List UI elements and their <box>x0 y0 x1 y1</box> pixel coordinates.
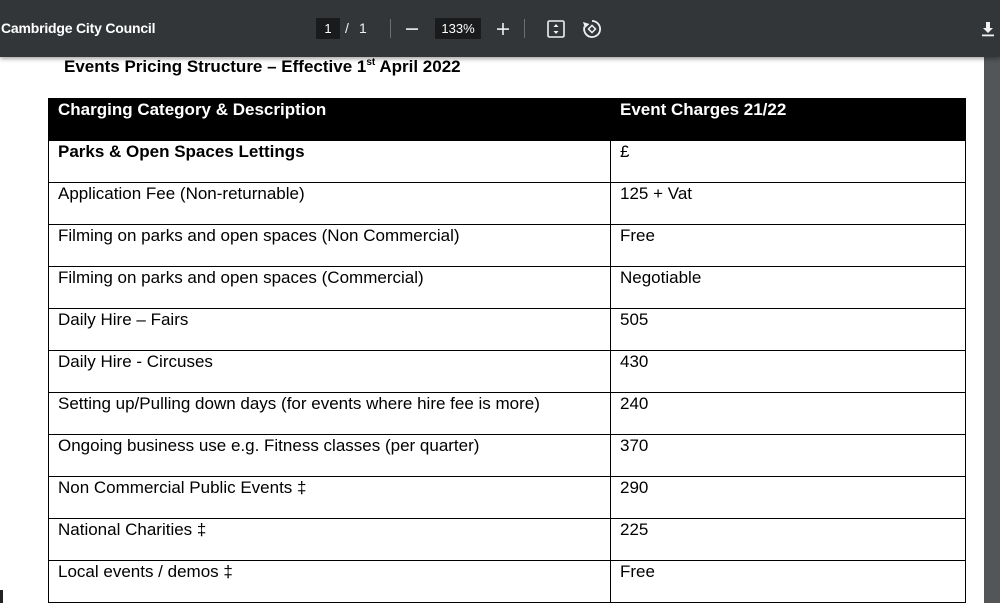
toolbar-divider <box>390 19 391 38</box>
rotate-button[interactable] <box>580 17 604 41</box>
charge-cell: 290 <box>611 477 966 519</box>
category-cell: Daily Hire - Circuses <box>49 351 611 393</box>
charge-cell: Free <box>611 225 966 267</box>
page-separator: / <box>345 20 349 36</box>
category-cell: Parks & Open Spaces Lettings <box>49 141 611 183</box>
table-row <box>49 267 966 309</box>
page-edge-marker <box>0 590 3 603</box>
current-page-input[interactable]: 1 <box>316 18 340 39</box>
table-row <box>49 309 966 351</box>
category-cell: Daily Hire – Fairs <box>49 309 611 351</box>
category-cell: Setting up/Pulling down days (for events where hire fee is more) <box>49 393 611 435</box>
heading-ordinal-suffix: st <box>366 57 376 68</box>
table-row <box>49 561 966 603</box>
charge-cell: 125 + Vat <box>611 183 966 225</box>
table-header-row <box>49 99 966 141</box>
zoom-in-button[interactable] <box>493 19 513 39</box>
heading-text-suffix: April 2022 <box>375 57 461 76</box>
category-cell: Filming on parks and open spaces (Commercial) <box>49 267 611 309</box>
category-cell: Local events / demos ‡ <box>49 561 611 603</box>
pricing-table <box>48 98 966 603</box>
charge-cell: 370 <box>611 435 966 477</box>
charge-cell: 505 <box>611 309 966 351</box>
pdf-toolbar <box>0 0 1000 57</box>
download-button[interactable] <box>978 19 998 39</box>
table-row <box>49 183 966 225</box>
charge-cell: £ <box>611 141 966 183</box>
category-cell: Ongoing business use e.g. Fitness classes (per quarter) <box>49 435 611 477</box>
table-row <box>49 225 966 267</box>
document-title: Cambridge City Council <box>1 20 156 36</box>
viewer-scrollbar[interactable] <box>984 57 1000 603</box>
rotate-icon <box>581 18 603 40</box>
download-icon <box>980 21 996 37</box>
category-cell: National Charities ‡ <box>49 519 611 561</box>
zoom-level-input[interactable]: 133% <box>435 18 481 39</box>
fit-page-icon <box>546 19 566 39</box>
minus-icon <box>405 22 419 36</box>
charge-cell: Negotiable <box>611 267 966 309</box>
charge-cell: 225 <box>611 519 966 561</box>
table-row <box>49 351 966 393</box>
table-row <box>49 393 966 435</box>
column-header-charges: Event Charges 21/22 <box>611 99 966 141</box>
table-row <box>49 141 966 183</box>
table-row <box>49 435 966 477</box>
total-pages: 1 <box>359 20 367 36</box>
category-cell: Non Commercial Public Events ‡ <box>49 477 611 519</box>
table-row <box>49 519 966 561</box>
table-row <box>49 477 966 519</box>
pdf-page <box>0 57 984 603</box>
zoom-out-button[interactable] <box>402 19 422 39</box>
heading-text-prefix: Events Pricing Structure – Effective 1 <box>64 57 367 76</box>
category-cell: Filming on parks and open spaces (Non Commercial) <box>49 225 611 267</box>
charge-cell: Free <box>611 561 966 603</box>
fit-to-page-button[interactable] <box>545 18 567 40</box>
column-header-category: Charging Category & Description <box>49 99 611 141</box>
toolbar-divider <box>524 19 525 38</box>
document-heading <box>64 57 461 77</box>
charge-cell: 430 <box>611 351 966 393</box>
plus-icon <box>496 22 510 36</box>
charge-cell: 240 <box>611 393 966 435</box>
category-cell: Application Fee (Non-returnable) <box>49 183 611 225</box>
